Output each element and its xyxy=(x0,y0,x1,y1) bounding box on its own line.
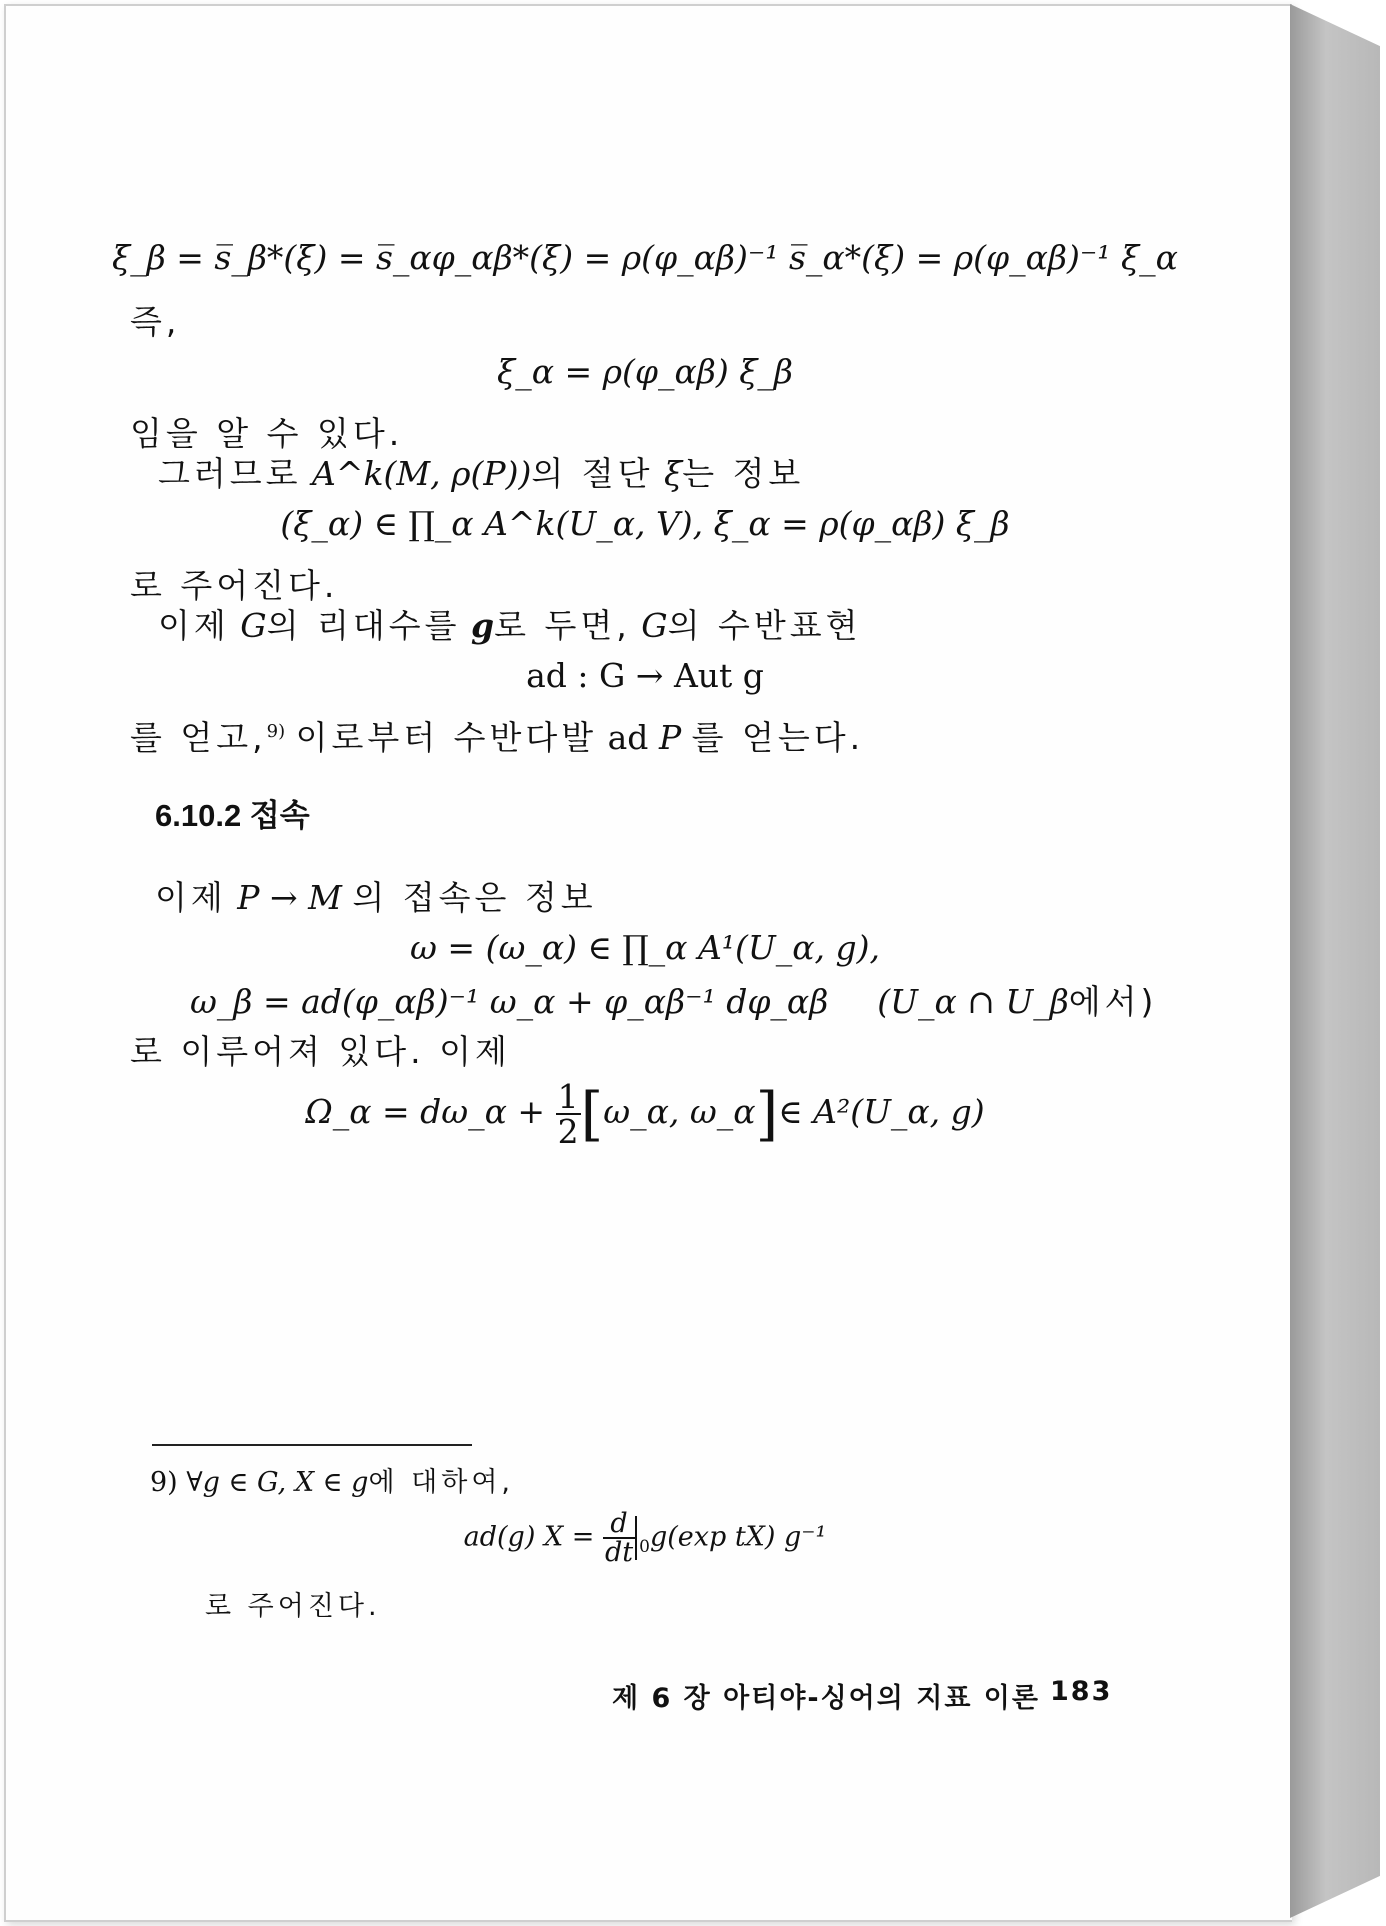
running-head: 제 6 장 아티야-싱어의 지표 이론 xyxy=(612,1683,1040,1714)
p7-math: P → M xyxy=(237,878,342,917)
paragraph-1: 즉, xyxy=(130,302,181,341)
p5-text-b: 의 리대수를 xyxy=(266,606,461,645)
p5-text-c: 로 두면, xyxy=(494,606,631,645)
equation-3: (ξ_α) ∈ ∏_α A^k(U_α, V), ξ_α = ρ(φ_αβ) ξ_β xyxy=(280,504,1010,543)
eq7-fraction xyxy=(556,1077,581,1151)
footnote-text: 에 대하여, xyxy=(368,1467,514,1498)
p5-text-d: 의 수반표현 xyxy=(667,606,862,645)
paragraph-6 xyxy=(130,712,864,759)
paragraph-2: 임을 알 수 있다. xyxy=(130,414,404,453)
p5-text-a: 이제 xyxy=(158,606,230,645)
paragraph-3 xyxy=(158,448,804,495)
p3-math: A^k(M, ρ(P)) xyxy=(312,454,532,493)
p5-G-2: G xyxy=(641,606,668,645)
equation-1: ξ_β = s̅_β*(ξ) = s̅_αφ_αβ*(ξ) = ρ(φ_αβ)⁻¹ s̅_α*(ξ) = ρ(φ_αβ)⁻¹ ξ_α xyxy=(112,238,1178,277)
eq7-denominator: 2 xyxy=(557,1112,579,1151)
fn-eq-denominator: dt xyxy=(604,1537,634,1568)
p3-text-a: 그러므로 xyxy=(158,454,302,493)
footnote-9 xyxy=(150,1460,514,1499)
p3-xi: ξ xyxy=(664,454,683,493)
equation-6 xyxy=(190,976,1157,1023)
footnote-end: 로 주어진다. xyxy=(205,1591,381,1622)
eq7-numerator: 1 xyxy=(557,1077,579,1116)
eq7-right-bracket: ] xyxy=(755,1080,779,1148)
book-spine xyxy=(1290,4,1380,1918)
equation-4: ad : G → Aut g xyxy=(526,656,764,695)
p7-text-a: 이제 xyxy=(155,878,227,917)
equation-2: ξ_α = ρ(φ_αβ) ξ_β xyxy=(497,352,793,391)
fn-eq-fraction xyxy=(603,1510,635,1566)
footnote-rule xyxy=(152,1444,472,1446)
p5-G: G xyxy=(240,606,267,645)
fn-eq-numerator: d xyxy=(603,1510,635,1539)
paragraph-7 xyxy=(155,872,597,919)
fn-eq-rhs: g(exp tX) g⁻¹ xyxy=(649,1521,827,1553)
page-number: 183 xyxy=(1050,1676,1113,1707)
footnote-equation xyxy=(0,1510,1290,1566)
eq6-main: ω_β = ad(φ_αβ)⁻¹ ω_α + φ_αβ⁻¹ dφ_αβ xyxy=(190,982,829,1021)
eq7-lhs: Ω_α = dω_α + xyxy=(305,1092,546,1131)
footnote-number: 9) xyxy=(150,1467,178,1498)
footnote-math: ∀g ∈ G, X ∈ g xyxy=(186,1467,369,1498)
fn-eq-subscript: 0 xyxy=(639,1536,650,1557)
paragraph-4: 로 주어진다. xyxy=(130,566,339,605)
equation-7 xyxy=(0,1077,1290,1151)
p3-text-c: 는 정보 xyxy=(682,454,805,493)
fn-eq-evaluation-bar xyxy=(635,1516,637,1560)
p6-P: P xyxy=(658,718,682,757)
p7-text-b: 의 접속은 정보 xyxy=(352,878,597,917)
eq6-cond-kr: 에서) xyxy=(1068,982,1158,1021)
p6-text-c: 를 얻는다. xyxy=(691,718,865,757)
p6-ad: ad xyxy=(607,718,649,757)
footnote-ref: 9) xyxy=(266,721,286,742)
paragraph-5 xyxy=(158,600,862,647)
eq7-rhs: ∈ A²(U_α, g) xyxy=(778,1092,985,1131)
eq7-inner: ω_α, ω_α xyxy=(603,1092,756,1131)
p6-text-b: 이로부터 수반다발 xyxy=(295,718,598,757)
eq6-cond-math: (U_α ∩ U_β xyxy=(877,982,1069,1021)
p3-text-b: 의 절단 xyxy=(531,454,654,493)
equation-5: ω = (ω_α) ∈ ∏_α A¹(U_α, g), xyxy=(410,928,880,967)
p5-g: g xyxy=(471,606,495,645)
paragraph-8: 로 이루어져 있다. 이제 xyxy=(130,1032,511,1071)
p6-text-a: 를 얻고, xyxy=(130,718,267,757)
eq7-left-bracket: [ xyxy=(580,1080,604,1148)
section-heading: 6.10.2 접속 xyxy=(155,798,310,833)
fn-eq-lhs: ad(g) X = xyxy=(463,1521,595,1553)
